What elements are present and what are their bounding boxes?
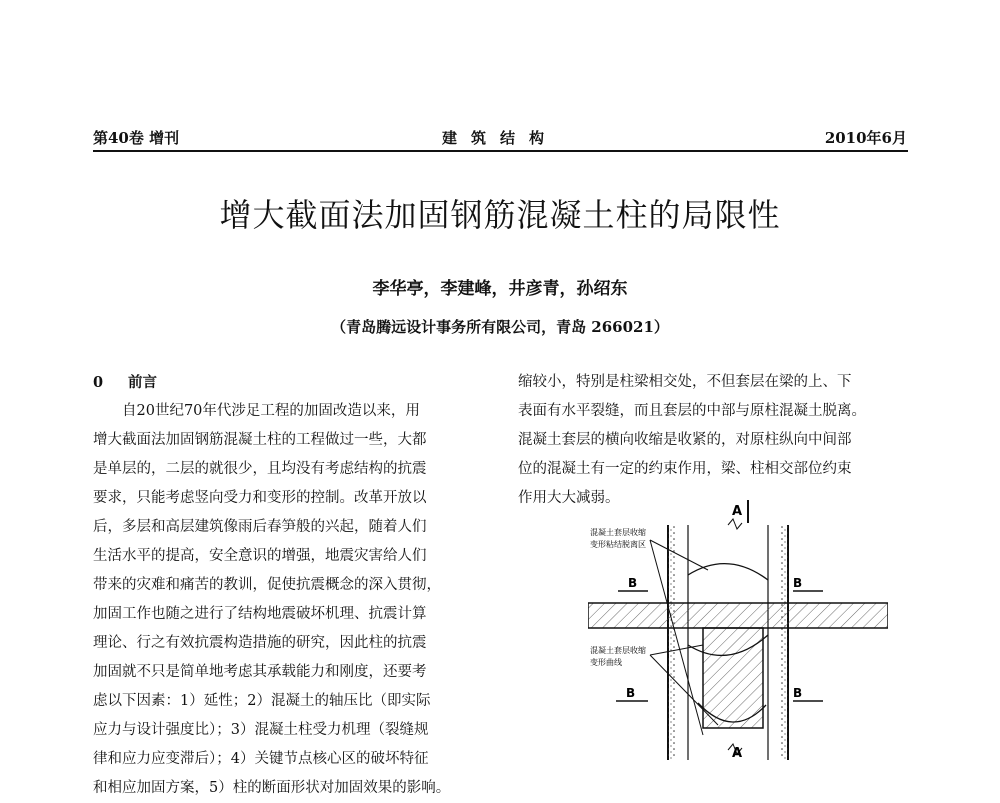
section-title: 前言	[128, 374, 157, 391]
jacket-strip-left	[668, 525, 676, 760]
body-line: 作用大大减弱。	[518, 490, 620, 506]
body-line: 自20世纪70年代涉足工程的加固改造以来，用	[93, 403, 420, 419]
right-column	[518, 368, 913, 513]
note-top-line1: 混凝土套层收缩	[590, 528, 646, 537]
body-line: 和相应加固方案，5）柱的断面形状对加固效果的影响。	[93, 780, 451, 796]
body-line: 要求，只能考虑竖向受力和变形的控制。改革开放以	[93, 490, 427, 506]
section-label-b: B	[626, 686, 636, 700]
body-line: 位的混凝土有一定的约束作用，梁、柱相交部位约束	[518, 461, 852, 477]
body-line: 生活水平的提高，安全意识的增强，地震灾害给人们	[93, 548, 427, 564]
section-label-b: B	[793, 686, 803, 700]
note-bottom-line2: 变形曲线	[590, 658, 622, 667]
body-line: 混凝土套层的横向收缩是收紧的，对原柱纵向中间部	[518, 432, 852, 448]
journal-name: 建筑结构	[441, 129, 558, 147]
section-heading	[93, 368, 498, 397]
body-line: 加固工作也随之进行了结构地震破坏机理、抗震计算	[93, 606, 427, 622]
jacket-strip-right	[780, 525, 788, 760]
section-label-b: B	[793, 576, 803, 590]
body-line: 后，多层和高层建筑像雨后春笋般的兴起，随着人们	[93, 519, 427, 535]
body-line: 加固就不只是简单地考虑其承载能力和刚度，还要考	[93, 664, 427, 680]
body-line: 律和应力应变滞后）；4）关键节点核心区的破坏特征	[93, 751, 429, 767]
affiliation: （青岛腾远设计事务所有限公司，青岛 266021）	[331, 318, 669, 336]
body-line: 表面有水平裂缝，而且套层的中部与原柱混凝土脱离。	[518, 403, 866, 419]
column-core	[703, 628, 763, 728]
author-list: 李华亭，李建峰，井彦青，孙绍东	[372, 279, 628, 299]
paper-title: 增大截面法加固钢筋混凝土柱的局限性	[219, 196, 781, 234]
section-label-b: B	[628, 576, 638, 590]
note-top-line2: 变形粘结脱离区	[590, 540, 646, 549]
body-line: 应力与设计强度比）；3）混凝土柱受力机理（裂缝规	[93, 722, 429, 738]
header-rule	[93, 150, 908, 152]
section-mark-top: A	[732, 504, 743, 519]
issue-date: 2010年6月	[824, 129, 907, 147]
body-line: 理论、行之有效抗震构造措施的研究，因此柱的抗震	[93, 635, 427, 651]
note-bottom-line1: 混凝土套层收缩	[590, 646, 646, 655]
body-line: 虑以下因素：1）延性；2）混凝土的轴压比（即实际	[93, 693, 431, 709]
left-column	[93, 368, 498, 803]
body-line: 带来的灾难和痛苦的教训，促使抗震概念的深入贯彻，	[93, 577, 441, 593]
body-line: 缩较小，特别是柱梁相交处，不但套层在梁的上、下	[518, 374, 852, 390]
journal-volume: 第40卷 增刊	[93, 129, 180, 147]
beam	[588, 603, 888, 628]
section-mark-bottom: A	[732, 746, 743, 760]
column-beam-figure	[588, 495, 888, 760]
body-line: 是单层的，二层的就很少，且均没有考虑结构的抗震	[93, 461, 427, 477]
section-number: 0	[93, 374, 104, 391]
body-line: 增大截面法加固钢筋混凝土柱的工程做过一些，大都	[93, 432, 427, 448]
